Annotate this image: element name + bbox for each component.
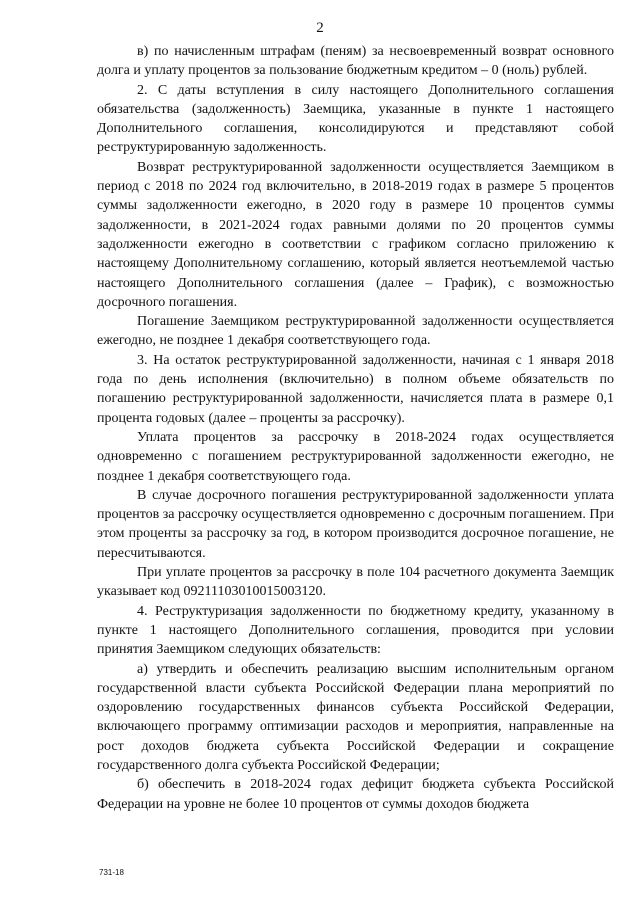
paragraph-conditions: 4. Реструктуризация задолженности по бюджетному кредиту, указанному в пункте 1 настоящего Дополнительного соглашения, проводится при условии принятия Заемщиком следующих обязательств: — [97, 603, 614, 658]
paragraph-repayment-schedule: Возврат реструктурированной задолженности осуществляется Заемщиком в период с 2018 по 2024 год включительно, в 2018-2019 годах в размере 5 процентов суммы задолженности ежегодно, в 2020 году в размере 10 процентов суммы задолженности, в 2021-2024 годах равными долями по 20 процентов суммы задолженности ежегодно в соответствии с графиком согласно приложению к настоящему Дополнительному соглашению, который является неотъемлемой частью настоящего Дополнительного соглашения (далее – График), с возможностью досрочного погашения. — [97, 159, 614, 310]
paragraph-penalties: в) по начисленным штрафам (пеням) за несвоевременный возврат основного долга и уплату процентов за пользование бюджетным кредитом – 0 (ноль) рублей. — [97, 44, 614, 79]
paragraph-interest-charge: 3. На остаток реструктурированной задолженности, начиная с 1 января 2018 года по день исполнения (включительно) в полном объеме обязательств по погашению реструктурированной задолженности, начисляется плата в размере 0,1 процента годовых (далее – проценты за рассрочку). — [97, 352, 614, 426]
paragraph-interest-payment: Уплата процентов за рассрочку в 2018-2024 годах осуществляется одновременно с погашением реструктурированной задолженности ежегодно, не позднее 1 декабря соответствующего года. — [97, 429, 614, 484]
paragraph-annual-repayment: Погашение Заемщиком реструктурированной задолженности осуществляется ежегодно, не позднее 1 декабря соответствующего года. — [97, 314, 614, 349]
paragraph-payment-code: При уплате процентов за рассрочку в поле 104 расчетного документа Заемщик указывает код 09211103010015003120. — [97, 565, 614, 600]
paragraph-condition-a: а) утвердить и обеспечить реализацию высшим исполнительным органом государственной власти субъекта Российской Федерации плана мероприятий по оздоровлению государственных финансов субъекта Российской Федерации, включающего программу оптимизации расходов и мероприятия, направленные на рост доходов бюджета субъекта Российской Федерации и сокращение государственного долга субъекта Российской Федерации; — [97, 661, 614, 773]
footer-code: 731-18 — [99, 868, 124, 877]
document-body — [97, 42, 614, 814]
paragraph-condition-b: б) обеспечить в 2018-2024 годах дефицит бюджета субъекта Российской Федерации на уровне не более 10 процентов от суммы доходов бюджета — [97, 777, 614, 812]
page-number: 2 — [316, 20, 324, 36]
paragraph-early-repayment: В случае досрочного погашения реструктурированной задолженности уплата процентов за рассрочку осуществляется одновременно с досрочным погашением. При этом проценты за рассрочку за год, в котором производится досрочное погашение, не пересчитываются. — [97, 487, 614, 561]
paragraph-consolidation: 2. С даты вступления в силу настоящего Дополнительного соглашения обязательства (задолженность) Заемщика, указанные в пункте 1 настоящего Дополнительного соглашения, консолидируются и представляют собой реструктурированную задолженность. — [97, 82, 614, 156]
